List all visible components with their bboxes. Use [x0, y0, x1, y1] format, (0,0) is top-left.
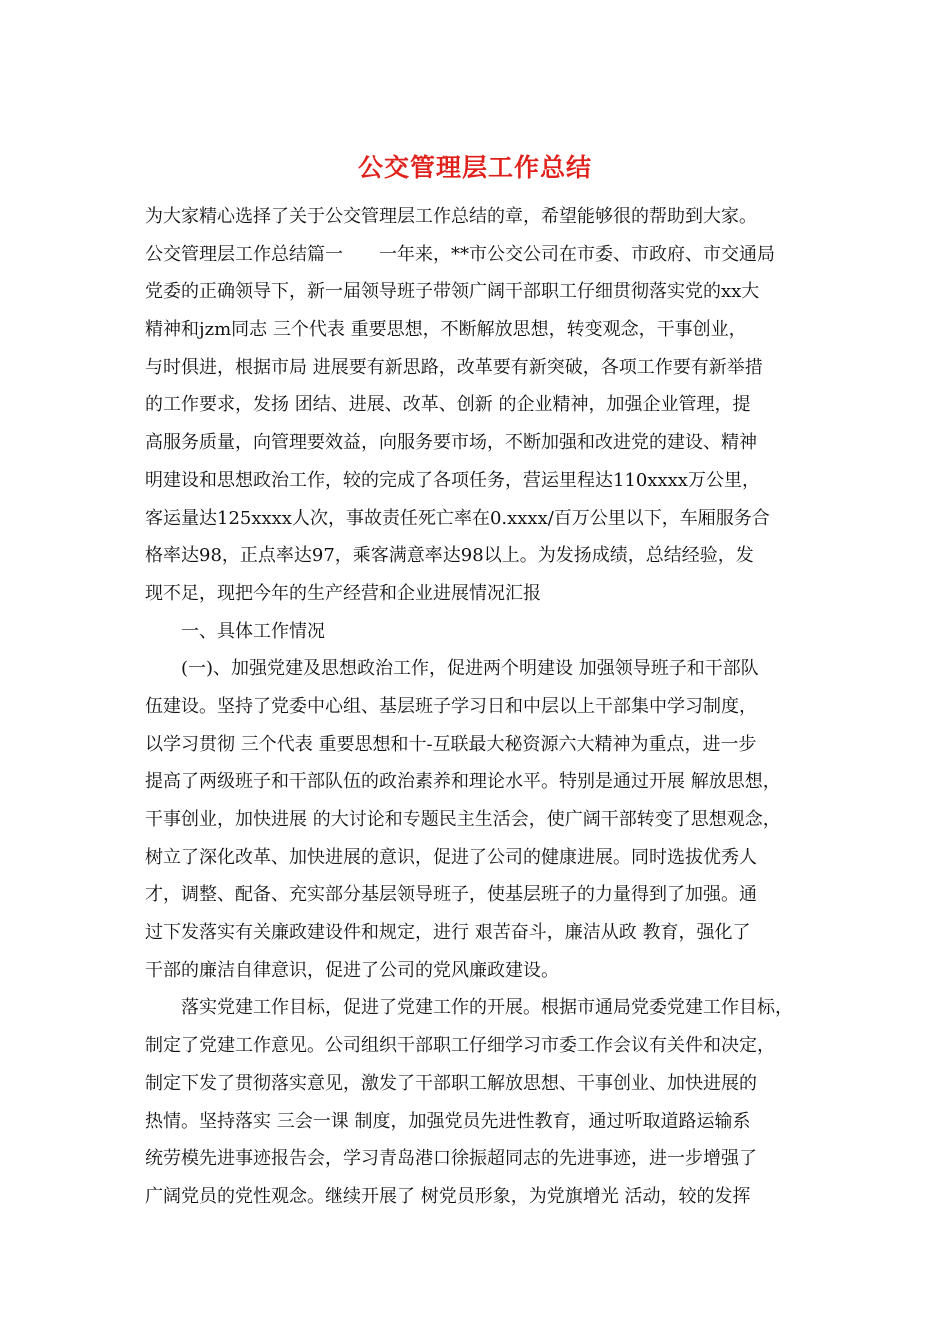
section-heading: 一、具体工作情况 [145, 620, 325, 642]
body-line: 精神和jzm同志 三个代表 重要思想，不断解放思想，转变观念，干事创业， [145, 319, 747, 341]
body-line: 客运量达125xxxx人次，事故责任死亡率在0.xxxx/百万公里以下，车厢服务合 [145, 507, 770, 529]
document-title: 公交管理层工作总结 [357, 153, 592, 182]
body-line: 以学习贯彻 三个代表 重要思想和十-互联最大秘资源六大精神为重点，进一步 [145, 733, 757, 755]
body-line: 明建设和思想政治工作，较的完成了各项任务，营运里程达110xxxx万公里， [145, 469, 760, 491]
body-line: 公交管理层工作总结篇一 一年来，**市公交公司在市委、市政府、市交通局 [145, 243, 775, 265]
body-line: 才，调整、配备、充实部分基层领导班子，使基层班子的力量得到了加强。通 [145, 884, 757, 906]
body-line: 树立了深化改革、加快进展的意识，促进了公司的健康进展。同时选拔优秀人 [145, 846, 757, 868]
body-line: 为大家精心选择了关于公交管理层工作总结的章，希望能够很的帮助到大家。 [145, 206, 757, 227]
body-line: 格率达98，正点率达97，乘客满意率达98以上。为发扬成绩，总结经验，发 [145, 545, 754, 567]
body-line: 提高了两级班子和干部队伍的政治素养和理论水平。特别是通过开展 解放思想， [145, 771, 781, 793]
body-line: 制定了党建工作意见。公司组织干部职工仔细学习市委工作会议有关件和决定， [145, 1035, 775, 1057]
document-body [145, 198, 825, 1216]
body-line: 现不足，现把今年的生产经营和企业进展情况汇报 [145, 582, 541, 604]
body-line: 热情。坚持落实 三会一课 制度，加强党员先进性教育，通过听取道路运输系 [145, 1110, 751, 1132]
body-line: 的工作要求，发扬 团结、进展、改革、创新 的企业精神，加强企业管理，提 [145, 394, 751, 416]
body-line: 广阔党员的党性观念。继续开展了 树党员形象，为党旗增光 活动，较的发挥 [145, 1185, 751, 1207]
body-line: 统劳模先进事迹报告会，学习青岛港口徐振超同志的先进事迹，进一步增强了 [145, 1148, 757, 1170]
body-line: 伍建设。坚持了党委中心组、基层班子学习日和中层以上干部集中学习制度， [145, 695, 757, 717]
body-line: 落实党建工作目标，促进了党建工作的开展。根据市通局党委党建工作目标， [145, 997, 793, 1019]
body-line: 制定下发了贯彻落实意见，激发了干部职工解放思想、干事创业、加快进展的 [145, 1072, 757, 1094]
body-line: 干部的廉洁自律意识，促进了公司的党风廉政建设。 [145, 959, 559, 981]
body-line: 干事创业，加快进展 的大讨论和专题民主生活会，使广阔干部转变了思想观念， [145, 809, 781, 830]
body-line: 与时俱进，根据市局 进展要有新思路，改革要有新突破，各项工作要有新举措 [145, 356, 763, 378]
body-line: 高服务质量，向管理要效益，向服务要市场，不断加强和改进党的建设、精神 [145, 432, 757, 454]
body-line: 过下发落实有关廉政建设件和规定，进行 艰苦奋斗，廉洁从政 教育，强化了 [145, 922, 751, 944]
body-line: (一)、加强党建及思想政治工作，促进两个明建设 加强领导班子和干部队 [145, 658, 759, 680]
body-line: 党委的正确领导下，新一届领导班子带领广阔干部职工仔细贯彻落实党的xx大 [145, 281, 760, 303]
